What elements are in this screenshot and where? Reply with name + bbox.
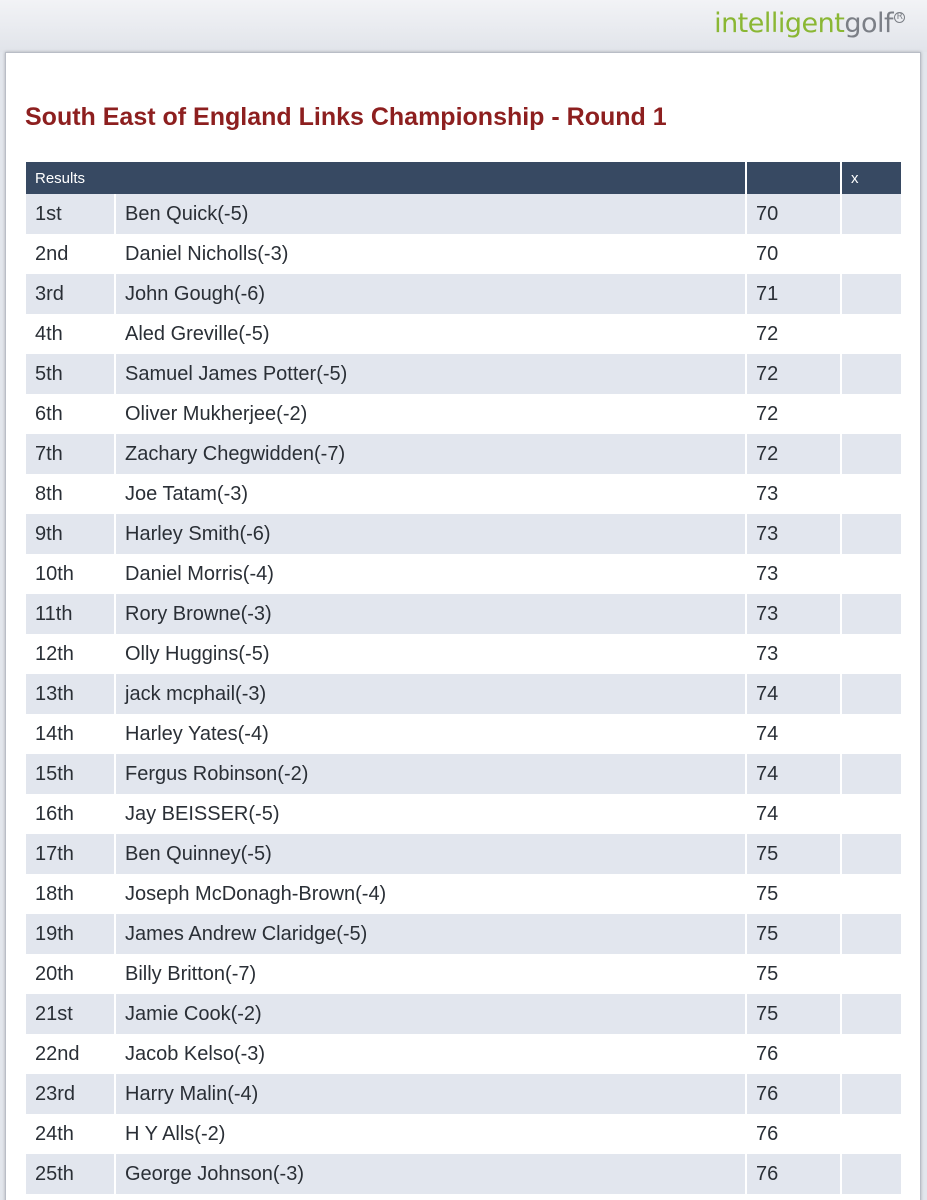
position-cell: 16th — [35, 802, 74, 825]
player-name-cell: Zachary Chegwidden(-7) — [114, 434, 745, 474]
position-cell: 20th — [35, 962, 74, 985]
table-row[interactable] — [26, 194, 901, 234]
table-row[interactable] — [26, 1074, 901, 1114]
score-cell: 75 — [745, 994, 840, 1034]
table-row[interactable] — [26, 474, 901, 514]
player-name-cell: Jay BEISSER(-5) — [114, 794, 745, 834]
score-cell: 72 — [745, 354, 840, 394]
extra-cell — [840, 354, 901, 394]
table-body — [26, 194, 901, 1200]
position-cell: 25th — [35, 1162, 74, 1185]
table-row[interactable] — [26, 394, 901, 434]
player-name-cell: H Y Alls(-2) — [114, 1114, 745, 1154]
player-name-cell: Aled Greville(-5) — [114, 314, 745, 354]
table-header — [26, 162, 901, 194]
position-cell: 21st — [35, 1002, 73, 1025]
player-name-cell: Jacob Kelso(-3) — [114, 1034, 745, 1074]
score-cell: 76 — [745, 1114, 840, 1154]
header-results: Results — [35, 169, 86, 187]
player-name-cell: George Johnson(-3) — [114, 1154, 745, 1194]
position-cell: 15th — [35, 762, 74, 785]
extra-cell — [840, 634, 901, 674]
player-name-cell — [114, 1194, 745, 1200]
player-name-cell: Rory Browne(-3) — [114, 594, 745, 634]
score-cell: 72 — [745, 394, 840, 434]
player-name-cell: Ben Quinney(-5) — [114, 834, 745, 874]
player-name-cell: Billy Britton(-7) — [114, 954, 745, 994]
position-cell: 12th — [35, 642, 74, 665]
score-cell: 76 — [745, 1154, 840, 1194]
player-name-cell: Fergus Robinson(-2) — [114, 754, 745, 794]
player-name-cell: Joseph McDonagh-Brown(-4) — [114, 874, 745, 914]
extra-cell — [840, 834, 901, 874]
header-x[interactable]: x — [840, 162, 901, 194]
table-row[interactable] — [26, 994, 901, 1034]
extra-cell — [840, 1194, 901, 1200]
extra-cell — [840, 1074, 901, 1114]
extra-cell — [840, 1034, 901, 1074]
position-cell: 18th — [35, 882, 74, 905]
player-name-cell: Samuel James Potter(-5) — [114, 354, 745, 394]
player-name-cell: Oliver Mukherjee(-2) — [114, 394, 745, 434]
score-cell: 74 — [745, 714, 840, 754]
player-name-cell: Jamie Cook(-2) — [114, 994, 745, 1034]
logo-text-golf: golf — [844, 8, 893, 39]
intelligentgolf-logo[interactable] — [714, 8, 905, 39]
table-row[interactable] — [26, 754, 901, 794]
position-cell: 7th — [35, 442, 63, 465]
position-cell: 9th — [35, 522, 63, 545]
position-cell: 22nd — [35, 1042, 80, 1065]
extra-cell — [840, 594, 901, 634]
score-cell: 73 — [745, 514, 840, 554]
score-cell: 76 — [745, 1074, 840, 1114]
extra-cell — [840, 554, 901, 594]
position-cell: 1st — [35, 202, 62, 225]
position-cell: 23rd — [35, 1082, 76, 1105]
extra-cell — [840, 874, 901, 914]
position-cell: 6th — [35, 402, 63, 425]
position-cell: 19th — [35, 922, 74, 945]
score-cell: 72 — [745, 314, 840, 354]
header-score — [745, 162, 840, 194]
score-cell: 70 — [745, 194, 840, 234]
table-row[interactable] — [26, 954, 901, 994]
page-title: South East of England Links Championship - Round 1 — [25, 103, 667, 131]
player-name-cell: Joe Tatam(-3) — [114, 474, 745, 514]
score-cell: 75 — [745, 834, 840, 874]
table-row[interactable] — [26, 594, 901, 634]
position-cell: 10th — [35, 562, 74, 585]
table-row[interactable] — [26, 1034, 901, 1074]
logo-text-intelligent: intelligent — [714, 8, 845, 39]
table-row[interactable] — [26, 314, 901, 354]
table-row[interactable] — [26, 554, 901, 594]
results-panel — [5, 52, 921, 1200]
position-cell: 5th — [35, 362, 63, 385]
extra-cell — [840, 674, 901, 714]
position-cell: 2nd — [35, 242, 69, 265]
extra-cell — [840, 714, 901, 754]
score-cell: 74 — [745, 754, 840, 794]
score-cell: 76 — [745, 1034, 840, 1074]
player-name-cell: Daniel Nicholls(-3) — [114, 234, 745, 274]
score-cell: 71 — [745, 274, 840, 314]
table-row[interactable] — [26, 434, 901, 474]
extra-cell — [840, 474, 901, 514]
table-row[interactable] — [26, 354, 901, 394]
position-cell: 14th — [35, 722, 74, 745]
position-cell — [26, 1194, 114, 1200]
score-cell: 73 — [745, 554, 840, 594]
top-bar — [0, 0, 927, 52]
player-name-cell: Olly Huggins(-5) — [114, 634, 745, 674]
extra-cell — [840, 234, 901, 274]
position-cell: 17th — [35, 842, 74, 865]
player-name-cell: Daniel Morris(-4) — [114, 554, 745, 594]
table-row[interactable] — [26, 634, 901, 674]
score-cell: 75 — [745, 914, 840, 954]
table-row[interactable] — [26, 834, 901, 874]
table-row[interactable] — [26, 274, 901, 314]
extra-cell — [840, 794, 901, 834]
extra-cell — [840, 314, 901, 354]
extra-cell — [840, 954, 901, 994]
score-cell — [745, 1194, 840, 1200]
position-cell: 4th — [35, 322, 63, 345]
table-row[interactable] — [26, 674, 901, 714]
extra-cell — [840, 914, 901, 954]
table-row[interactable] — [26, 1154, 901, 1194]
score-cell: 70 — [745, 234, 840, 274]
extra-cell — [840, 394, 901, 434]
score-cell: 75 — [745, 954, 840, 994]
registered-mark-icon: R — [894, 12, 905, 23]
results-table — [26, 162, 901, 1200]
score-cell: 75 — [745, 874, 840, 914]
table-row[interactable] — [26, 1114, 901, 1154]
table-row[interactable] — [26, 714, 901, 754]
player-name-cell: Harley Yates(-4) — [114, 714, 745, 754]
table-row[interactable] — [26, 914, 901, 954]
position-cell: 8th — [35, 482, 63, 505]
score-cell: 74 — [745, 794, 840, 834]
table-row[interactable] — [26, 1194, 901, 1200]
table-row[interactable] — [26, 234, 901, 274]
extra-cell — [840, 514, 901, 554]
position-cell: 24th — [35, 1122, 74, 1145]
position-cell: 11th — [35, 602, 73, 625]
player-name-cell: John Gough(-6) — [114, 274, 745, 314]
score-cell: 73 — [745, 594, 840, 634]
table-row[interactable] — [26, 514, 901, 554]
extra-cell — [840, 994, 901, 1034]
player-name-cell: Ben Quick(-5) — [114, 194, 745, 234]
extra-cell — [840, 1114, 901, 1154]
extra-cell — [840, 434, 901, 474]
table-row[interactable] — [26, 794, 901, 834]
table-row[interactable] — [26, 874, 901, 914]
score-cell: 72 — [745, 434, 840, 474]
player-name-cell: James Andrew Claridge(-5) — [114, 914, 745, 954]
score-cell: 73 — [745, 474, 840, 514]
position-cell: 3rd — [35, 282, 64, 305]
score-cell: 73 — [745, 634, 840, 674]
position-cell: 13th — [35, 682, 74, 705]
extra-cell — [840, 274, 901, 314]
player-name-cell: Harry Malin(-4) — [114, 1074, 745, 1114]
extra-cell — [840, 754, 901, 794]
extra-cell — [840, 194, 901, 234]
player-name-cell: Harley Smith(-6) — [114, 514, 745, 554]
score-cell: 74 — [745, 674, 840, 714]
extra-cell — [840, 1154, 901, 1194]
player-name-cell: jack mcphail(-3) — [114, 674, 745, 714]
